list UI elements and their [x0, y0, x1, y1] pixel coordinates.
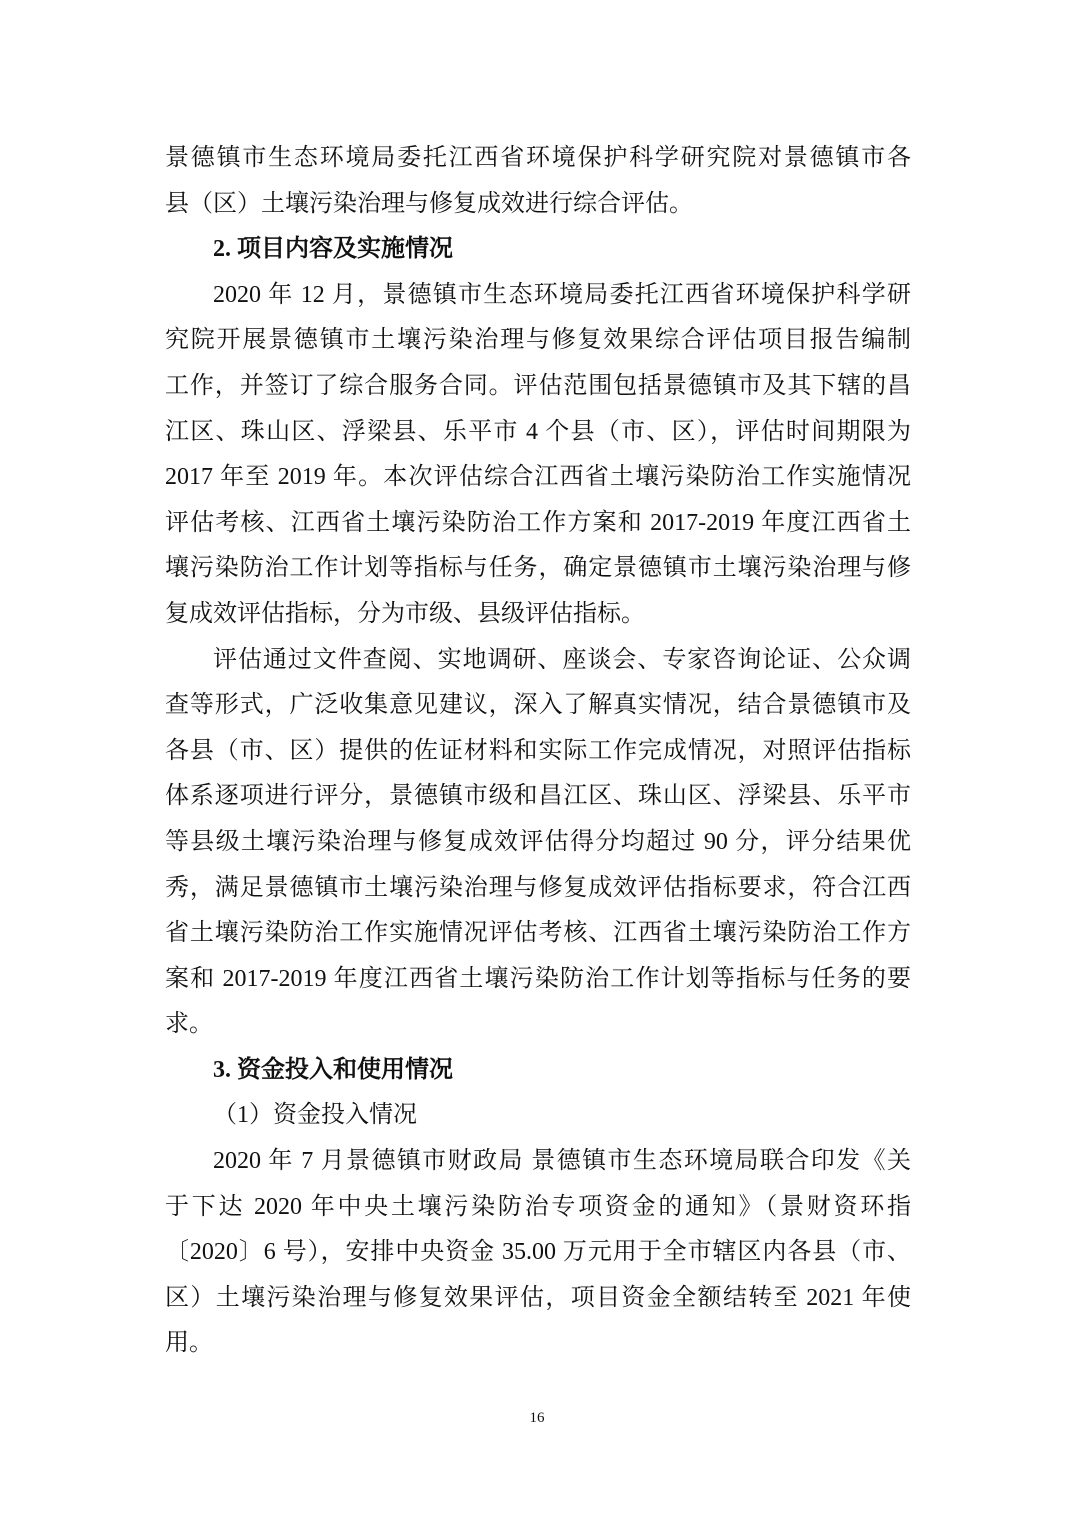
text-line: 用。: [165, 1330, 213, 1357]
text-line: 究院开展景德镇市土壤污染治理与修复效果综合评估项目报告编制: [165, 327, 911, 354]
text-line: 案和 2017-2019 年度江西省土壤污染防治工作计划等指标与任务的要: [165, 965, 911, 992]
paragraph: [165, 1139, 911, 1367]
text-line: 壤污染防治工作计划等指标与任务，确定景德镇市土壤污染治理与修: [165, 555, 911, 582]
paragraph: [165, 1093, 911, 1139]
text-line: 查等形式，广泛收集意见建议，深入了解真实情况，结合景德镇市及: [165, 692, 911, 719]
section-heading: [165, 1048, 911, 1094]
text-line: 复成效评估指标，分为市级、县级评估指标。: [165, 600, 645, 627]
text-line: 各县（市、区）提供的佐证材料和实际工作完成情况，对照评估指标: [165, 737, 911, 764]
text-line: 2020 年 12 月，景德镇市生态环境局委托江西省环境保护科学研: [213, 281, 911, 308]
text-line: 评估通过文件查阅、实地调研、座谈会、专家咨询论证、公众调: [213, 646, 911, 673]
text-line: 〔2020〕6 号），安排中央资金 35.00 万元用于全市辖区内各县（市、: [165, 1239, 911, 1266]
text-line: 体系逐项进行评分，景德镇市级和昌江区、珠山区、浮梁县、乐平市: [165, 783, 911, 810]
text-line: （1）资金投入情况: [213, 1102, 417, 1129]
text-line: 区）土壤污染治理与修复效果评估，项目资金全额结转至 2021 年使: [165, 1284, 911, 1311]
paragraph: [165, 136, 911, 227]
text-line: 评估考核、江西省土壤污染防治工作方案和 2017-2019 年度江西省土: [165, 509, 911, 536]
text-line: 秀，满足景德镇市土壤污染治理与修复成效评估指标要求，符合江西: [165, 874, 911, 901]
document-body: [165, 136, 911, 1367]
text-line: 等县级土壤污染治理与修复成效评估得分均超过 90 分，评分结果优: [165, 828, 911, 855]
paragraph: [165, 273, 911, 638]
text-line: 3. 资金投入和使用情况: [213, 1056, 453, 1083]
paragraph: [165, 638, 911, 1048]
text-line: 于下达 2020 年中央土壤污染防治专项资金的通知》（景财资环指: [165, 1193, 911, 1220]
text-line: 景德镇市生态环境局委托江西省环境保护科学研究院对景德镇市各: [165, 145, 911, 171]
text-line: 工作，并签订了综合服务合同。评估范围包括景德镇市及其下辖的昌: [165, 372, 911, 399]
section-heading: [165, 227, 911, 273]
page-number: 16: [529, 1410, 545, 1426]
text-line: 2. 项目内容及实施情况: [213, 236, 453, 263]
text-line: 县（区）土壤污染治理与修复成效进行综合评估。: [165, 190, 693, 217]
text-line: 求。: [165, 1011, 213, 1038]
text-line: 省土壤污染防治工作实施情况评估考核、江西省土壤污染防治工作方: [165, 920, 911, 947]
text-line: 2017 年至 2019 年。本次评估综合江西省土壤污染防治工作实施情况: [165, 464, 911, 491]
text-line: 2020 年 7 月景德镇市财政局 景德镇市生态环境局联合印发《关: [213, 1148, 911, 1175]
text-line: 江区、珠山区、浮梁县、乐平市 4 个县（市、区），评估时间期限为: [165, 418, 911, 445]
